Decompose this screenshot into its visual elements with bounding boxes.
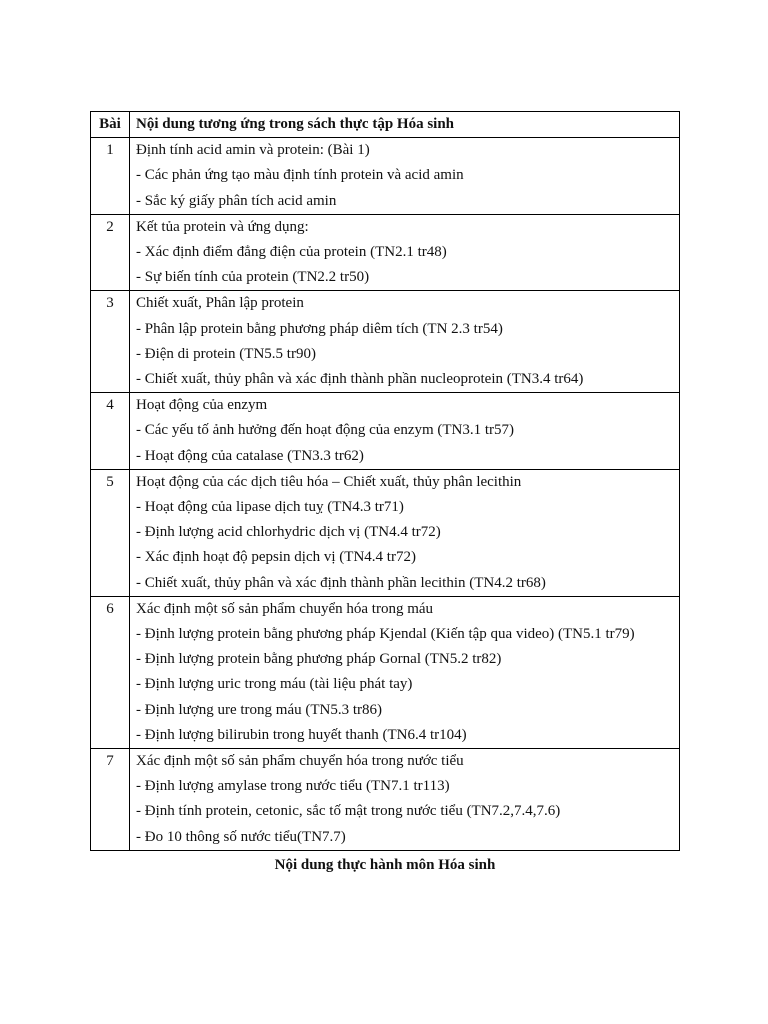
table-row <box>91 138 680 215</box>
table-row <box>91 469 680 596</box>
lesson-content-cell <box>130 393 680 470</box>
header-lesson-number: Bài <box>91 112 130 138</box>
lesson-title: Định tính acid amin và protein: (Bài 1) <box>136 142 370 159</box>
lesson-number-cell: 3 <box>91 291 130 393</box>
table-row <box>91 393 680 470</box>
lesson-item: - Điện di protein (TN5.5 tr90) <box>136 345 316 362</box>
table-caption: Nội dung thực hành môn Hóa sinh <box>274 857 496 873</box>
lesson-item: - Hoạt động của lipase dịch tuỵ (TN4.3 tr71) <box>136 499 404 516</box>
lesson-item: - Sự biến tính của protein (TN2.2 tr50) <box>136 269 370 286</box>
lesson-content-cell <box>130 749 680 851</box>
lesson-number-cell: 7 <box>91 749 130 851</box>
lesson-title: Hoạt động của enzym <box>136 397 268 414</box>
lesson-item: - Định lượng protein bằng phương pháp Kjendal (Kiến tập qua video) (TN5.1 tr79) <box>136 626 635 643</box>
lesson-item: - Đo 10 thông số nước tiểu(TN7.7) <box>136 828 346 845</box>
table-body <box>91 138 680 851</box>
lesson-content-cell <box>130 291 680 393</box>
lesson-item: - Chiết xuất, thủy phân và xác định thành phần lecithin (TN4.2 tr68) <box>136 574 546 591</box>
table-row <box>91 291 680 393</box>
lesson-item: - Định lượng amylase trong nước tiểu (TN7.1 tr113) <box>136 778 450 795</box>
lesson-title: Kết tủa protein và ứng dụng: <box>136 218 309 235</box>
lesson-item: - Xác định hoạt độ pepsin dịch vị (TN4.4 tr72) <box>136 549 416 566</box>
table-row <box>91 749 680 851</box>
lesson-number-cell: 1 <box>91 138 130 215</box>
table-row <box>91 214 680 291</box>
lesson-title: Xác định một số sản phẩm chuyển hóa trong máu <box>136 600 434 617</box>
table-row <box>91 596 680 748</box>
lab-content-table <box>90 111 680 851</box>
lesson-content-cell <box>130 214 680 291</box>
lesson-item: - Sắc ký giấy phân tích acid amin <box>136 192 337 209</box>
lesson-item: - Các phản ứng tạo màu định tính protein và acid amin <box>136 167 464 184</box>
lesson-item: - Định lượng ure trong máu (TN5.3 tr86) <box>136 701 383 718</box>
lesson-item: - Định lượng uric trong máu (tài liệu phát tay) <box>136 676 413 693</box>
table-header-row <box>91 112 680 138</box>
lesson-title: Hoạt động của các dịch tiêu hóa – Chiết xuất, thủy phân lecithin <box>136 473 522 490</box>
lesson-item: - Định tính protein, cetonic, sắc tố mật trong nước tiểu (TN7.2,7.4,7.6) <box>136 803 561 820</box>
lesson-item: - Hoạt động của catalase (TN3.3 tr62) <box>136 447 364 464</box>
lesson-title: Chiết xuất, Phân lập protein <box>136 295 304 312</box>
header-content: Nội dung tương ứng trong sách thực tập Hóa sinh <box>130 112 680 138</box>
lesson-item: - Định lượng bilirubin trong huyết thanh (TN6.4 tr104) <box>136 726 467 743</box>
lesson-number-cell: 6 <box>91 596 130 748</box>
lesson-item: - Xác định điểm đẳng điện của protein (TN2.1 tr48) <box>136 244 447 261</box>
lesson-content-cell <box>130 469 680 596</box>
lesson-item: - Định lượng protein bằng phương pháp Gornal (TN5.2 tr82) <box>136 651 502 668</box>
lesson-item: - Các yếu tố ảnh hưởng đến hoạt động của enzym (TN3.1 tr57) <box>136 422 515 439</box>
lesson-content-cell <box>130 138 680 215</box>
lesson-title: Xác định một số sản phẩm chuyển hóa trong nước tiểu <box>136 753 464 770</box>
lesson-item: - Định lượng acid chlorhydric dịch vị (TN4.4 tr72) <box>136 524 441 541</box>
lesson-number-cell: 4 <box>91 393 130 470</box>
lesson-content-cell <box>130 596 680 748</box>
lesson-number-cell: 2 <box>91 214 130 291</box>
lesson-item: - Phân lập protein bằng phương pháp diêm tích (TN 2.3 tr54) <box>136 320 503 337</box>
lesson-item: - Chiết xuất, thủy phân và xác định thành phần nucleoprotein (TN3.4 tr64) <box>136 371 584 388</box>
lesson-number-cell: 5 <box>91 469 130 596</box>
